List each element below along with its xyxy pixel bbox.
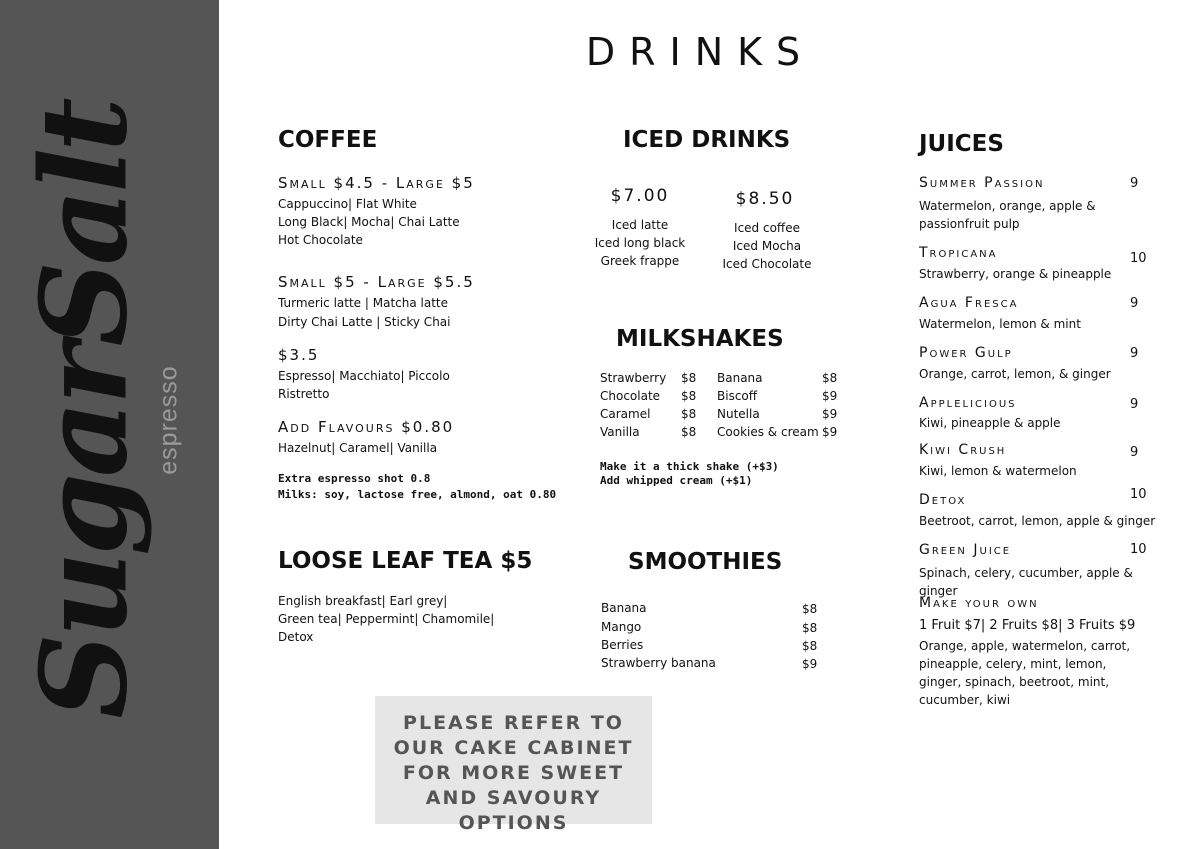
tea-heading: LOOSE LEAF TEA $5 bbox=[278, 548, 533, 574]
coffee-heading: COFFEE bbox=[278, 127, 378, 153]
juice-desc: Kiwi, lemon & watermelon bbox=[919, 464, 1077, 478]
brand-subtitle: espresso bbox=[154, 365, 183, 475]
milkshake-item: Biscoff bbox=[717, 389, 758, 403]
smoothie-item: Berries bbox=[601, 638, 644, 652]
juice-desc: Strawberry, orange & pineapple bbox=[919, 267, 1112, 281]
juice-price: 9 bbox=[1130, 176, 1139, 191]
iced-price-col2: $8.50 bbox=[735, 189, 795, 209]
milkshake-price: $9 bbox=[822, 407, 838, 421]
tea-line: English breakfast| Earl grey| bbox=[278, 594, 448, 608]
iced-item: Iced coffee bbox=[734, 221, 800, 235]
juice-name: Tropicana bbox=[919, 245, 998, 261]
milkshake-price: $8 bbox=[681, 371, 697, 385]
milkshake-item: Chocolate bbox=[600, 389, 661, 403]
brand-logo bbox=[14, 101, 194, 719]
sidebar-panel bbox=[0, 0, 219, 849]
tea-line: Detox bbox=[278, 630, 314, 644]
juice-name: Power Gulp bbox=[919, 345, 1013, 361]
juice-make-own-name: Make your own bbox=[919, 595, 1039, 611]
milkshake-price: $8 bbox=[681, 389, 697, 403]
juice-desc: Watermelon, lemon & mint bbox=[919, 317, 1081, 331]
coffee-flavours-label: Add Flavours $0.80 bbox=[278, 418, 455, 436]
coffee-tier1-line: Hot Chocolate bbox=[278, 233, 363, 247]
coffee-extra-line: Milks: soy, lactose free, almond, oat 0.80 bbox=[278, 488, 557, 501]
coffee-tier3-label: $3.5 bbox=[278, 346, 320, 364]
page-title: DRINKS bbox=[585, 30, 815, 74]
coffee-tier3-line: Ristretto bbox=[278, 387, 330, 401]
milkshake-item: Strawberry bbox=[600, 371, 667, 385]
iced-item: Greek frappe bbox=[600, 254, 680, 268]
smoothie-price: $9 bbox=[802, 657, 818, 671]
juice-name: Kiwi Crush bbox=[919, 442, 1007, 458]
smoothie-item: Banana bbox=[601, 601, 647, 615]
coffee-tier1-line: Long Black| Mocha| Chai Latte bbox=[278, 215, 460, 229]
notice-text: PLEASE REFER TO OUR CAKE CABINET FOR MORE SWEET AND SAVOURY OPTIONS bbox=[393, 712, 634, 834]
iced-price-col1: $7.00 bbox=[610, 186, 670, 206]
juices-heading: JUICES bbox=[919, 131, 1004, 157]
milkshake-note: Make it a thick shake (+$3) bbox=[600, 460, 779, 473]
coffee-tier2-line: Turmeric latte | Matcha latte bbox=[278, 296, 449, 310]
juice-desc: Watermelon, orange, apple & passionfruit pulp bbox=[919, 199, 1096, 231]
juice-price: 10 bbox=[1130, 251, 1147, 266]
coffee-tier2-label: Small $5 - Large $5.5 bbox=[278, 273, 475, 291]
milkshake-item: Nutella bbox=[717, 407, 760, 421]
juice-name: Green Juice bbox=[919, 542, 1012, 558]
milkshake-note: Add whipped cream (+$1) bbox=[600, 474, 753, 487]
iced-item: Iced latte bbox=[611, 218, 669, 232]
juice-name: Agua Fresca bbox=[919, 295, 1019, 311]
juice-name: Applelicious bbox=[919, 395, 1017, 411]
juice-desc: Beetroot, carrot, lemon, apple & ginger bbox=[919, 514, 1156, 528]
juice-price: 10 bbox=[1130, 542, 1147, 557]
tea-line: Green tea| Peppermint| Chamomile| bbox=[278, 612, 495, 626]
iced-item: Iced Chocolate bbox=[722, 257, 812, 271]
milkshake-price: $9 bbox=[822, 389, 838, 403]
juice-price: 9 bbox=[1130, 445, 1139, 460]
milkshake-price: $8 bbox=[681, 407, 697, 421]
milkshake-item: Vanilla bbox=[600, 425, 640, 439]
iced-heading: ICED DRINKS bbox=[623, 127, 791, 153]
juice-make-own-pricing: 1 Fruit $7| 2 Fruits $8| 3 Fruits $9 bbox=[919, 618, 1136, 633]
juice-price: 10 bbox=[1130, 487, 1147, 502]
coffee-flavours-line: Hazelnut| Caramel| Vanilla bbox=[278, 441, 438, 455]
smoothie-price: $8 bbox=[802, 602, 818, 616]
juice-price: 9 bbox=[1130, 296, 1139, 311]
milkshake-item: Banana bbox=[717, 371, 763, 385]
juice-price: 9 bbox=[1130, 346, 1139, 361]
juice-price: 9 bbox=[1130, 397, 1139, 412]
milkshake-price: $8 bbox=[681, 425, 697, 439]
coffee-tier1-line: Cappuccino| Flat White bbox=[278, 197, 417, 211]
juice-name: Summer Passion bbox=[919, 175, 1045, 191]
smoothies-heading: SMOOTHIES bbox=[628, 549, 783, 575]
juice-desc: Kiwi, pineapple & apple bbox=[919, 416, 1061, 430]
juice-make-own-desc: Orange, apple, watermelon, carrot, pineapple, celery, mint, lemon, ginger, spinach, beetroot, mint, cucumber, kiwi bbox=[919, 639, 1131, 707]
coffee-tier1-label: Small $4.5 - Large $5 bbox=[278, 174, 475, 192]
iced-item: Iced Mocha bbox=[732, 239, 802, 253]
milkshakes-heading: MILKSHAKES bbox=[616, 326, 784, 352]
milkshake-item: Cookies & cream bbox=[717, 425, 819, 439]
juice-name: Detox bbox=[919, 492, 967, 508]
coffee-tier3-line: Espresso| Macchiato| Piccolo bbox=[278, 369, 450, 383]
brand-script-logo: SugarSalt bbox=[14, 101, 154, 719]
smoothie-item: Strawberry banana bbox=[601, 656, 716, 670]
coffee-extra-line: Extra espresso shot 0.8 bbox=[278, 472, 431, 485]
milkshake-price: $8 bbox=[822, 371, 838, 385]
coffee-tier2-line: Dirty Chai Latte | Sticky Chai bbox=[278, 315, 451, 329]
smoothie-price: $8 bbox=[802, 621, 818, 635]
smoothie-price: $8 bbox=[802, 639, 818, 653]
milkshake-price: $9 bbox=[822, 425, 838, 439]
milkshake-item: Caramel bbox=[600, 407, 651, 421]
juice-desc: Spinach, celery, cucumber, apple & ginger bbox=[919, 566, 1133, 598]
smoothie-item: Mango bbox=[601, 620, 642, 634]
juice-desc: Orange, carrot, lemon, & ginger bbox=[919, 367, 1111, 381]
iced-item: Iced long black bbox=[594, 236, 686, 250]
